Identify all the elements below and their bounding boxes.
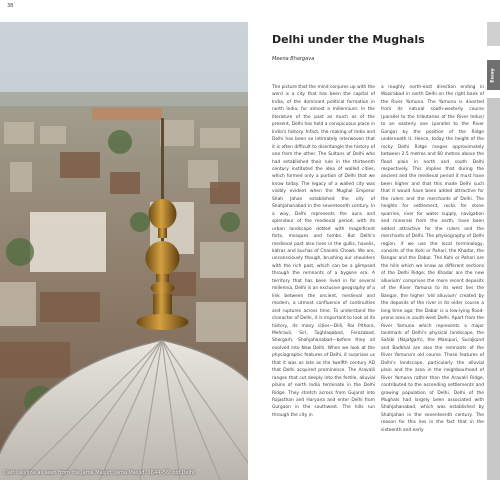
author-name: Meena Bhargava	[272, 56, 315, 62]
page-number: 38	[7, 3, 14, 9]
photo	[0, 22, 248, 480]
article-column-1: The picture that the mind conjures up with the word is a city that has been the capital of India, of the dominant political formation in north India, for almost a millennium. In the literature of the past as much as of the present, Delhi has held a conspicuous place in India's history. Infact, the making of India and Delhi has been so intimately interwoven that it is often difficult to disentangle the history of one from the other. The Sultans of Delhi who had established their rule in the thirteenth century instituted the idea of walled cities, which formed only a portion of Delhi that we know today. The legacy of a walled city was visibly evident when the Mughal Emperor Shah Jahan established the city of Shahjahanabad in the seventeenth century. In a way, Delhi represents the aura and splendour of the medieval period, with its urban landscape dotted with magnificent forts, mosques and tombs. But Delhi's medieval past also lives in the gullis, havelis, katras and kuchas of Chandni Chowk. We are, unconsciously though, brushing our shoulders with the rich past, which can be a glimpsed through the remnants of a bygone era. A territory that has been lived in for several millennia, Delhi is an exclusive geography of a link between the ancient, medieval and modern, a utmost confluence of continuities and ruptures across time. To understand the character of Delhi, it is important to look at its history, its many cities—Dilli, Rai Pithora, Mehrauli, Siri, Tughlaqabad, Ferozabad, Shergarh, Shahjahanabad—before they all evolved into New Delhi. When we look at the physiographic features of Delhi, it surprises us that it was as late as the twelfth century AD that Delhi acquired prominence. The Aravalli ranges that cut deeply into the fertile, alluvial plains of north India terminate in the Delhi Ridge. They stretch across from Gujarat into Rajasthan and Haryana and enter Delhi from Gurgaon in the southwest. The hills run through the city in	[272, 85, 375, 418]
article-title: Delhi under the Mughals	[272, 33, 425, 46]
delhi-skyline-photo	[0, 22, 248, 480]
article-column-2: a roughly north-east direction ending in Wazirabad in north Delhi on the right bank of the River Yamuna. The Yamuna is diverted from its natural south-westerly course (parallel to the tributaries of the River Indus) to an easterly one (parallel to the River Ganga) by the position of the Ridge underneath it. Hence, today the height of the rocky Delhi Ridge ranges approximately between 2.5 metres and 60 metres above the flood plain in north and south Delhi respectively. This implies that during the ancient and the medieval period it must have been higher and that this made Delhi such that it would have been added attractive for the rulers and the merchants of Delhi. The heights for settlement, rocks for stone quarries, river for water supply, navigation and minerals from the earth, have been added attractive for the rulers and the merchants of Delhi. The physiography of Delhi region, if we use the local terminology, consists of the Kohi or Pahari, the Khadar, the Bangar and the Dabar. The Kohi or Pahari are the hills which we know as different sections of the Delhi Ridge; the Khadar are the new alluvium' comprises the more recent deposits of the River Yamuna to its west lies the Bangar, the higher 'old alluvium' created by the deposits of the river in its older course a long time ago; the Dabar is a low-lying flood-prone area in south-west Delhi. Apart from the River Yamuna which represents a major landmark of Delhi's physical landscape, the Sahibi (Najafgarh), the Manipuri, Surajkund and Badkhal are also the remnants of the River Yamuna's old course. These features of Delhi's landscape, particularly the alluvial plain and the area in the neighbourhood of River Yamuna rather than the Aravalli Ridge, contributed to the ascending settlements and growing population of Delhi. Delhi of the Mughals had largely been associated with Shahjahanabad, which was established by Shahjahan in the seventeenth century. The reason for this lies in the fact that in the sixteenth and early	[381, 85, 484, 433]
photo-caption: Delhi skyline as seen from the Jama Masjid; Jama Masjid, 1644–56; old Delhi	[4, 470, 195, 476]
section-tab	[487, 60, 500, 90]
section-tab-label: Essay	[491, 67, 497, 83]
margin-strip-top	[487, 22, 500, 46]
margin-strip-bottom	[487, 98, 500, 480]
